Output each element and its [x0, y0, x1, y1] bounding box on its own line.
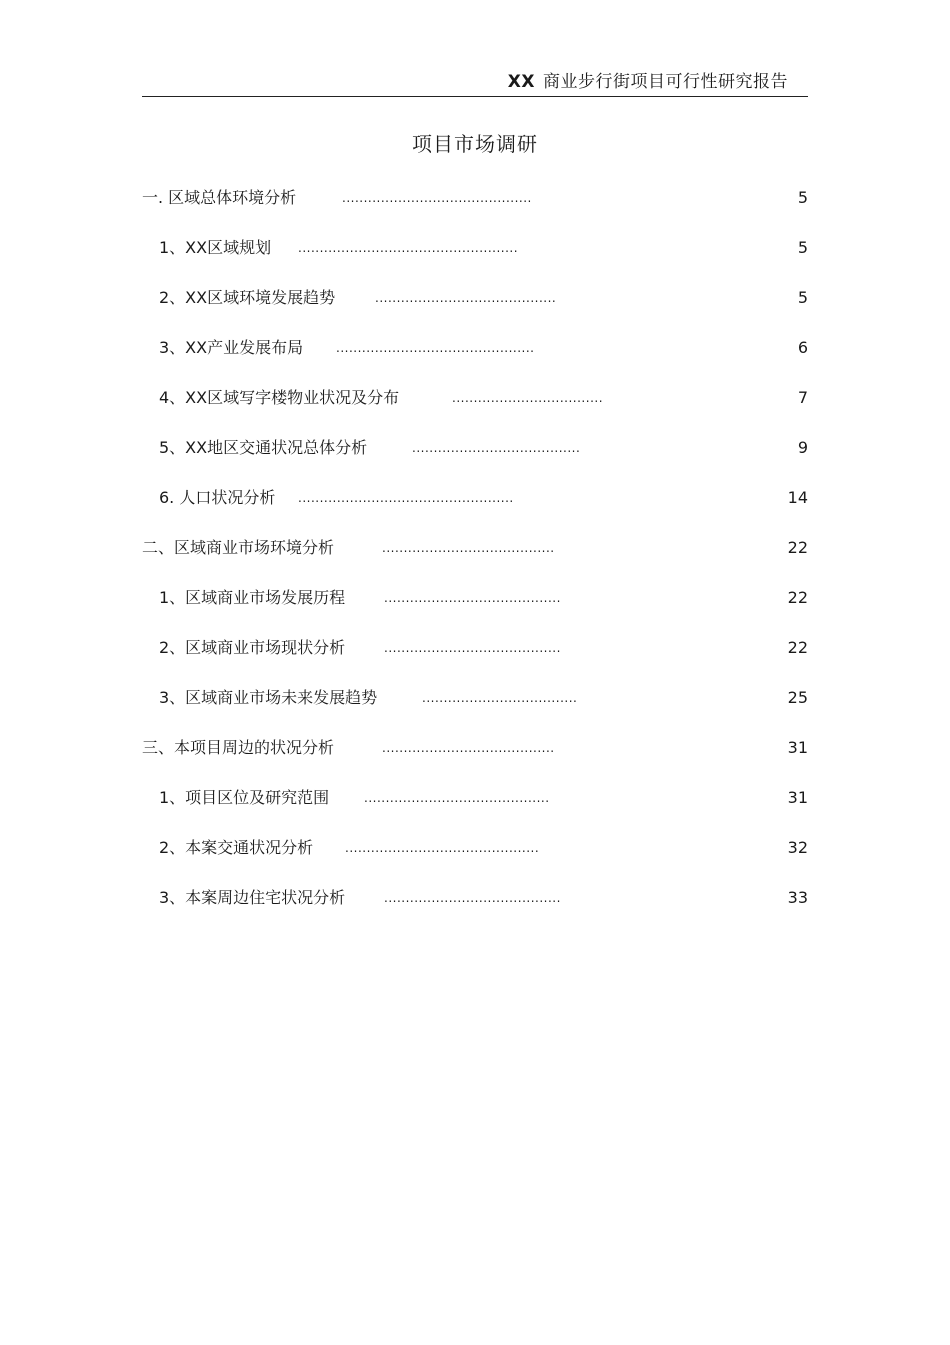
toc-dot-leader: ................................................... [298, 241, 519, 255]
toc-dot-leader: .................................... [422, 691, 578, 705]
toc-page-number: 31 [787, 788, 808, 807]
toc-entry[interactable] [142, 585, 808, 635]
toc-dot-leader: ......................................... [384, 891, 561, 905]
toc-dot-leader: ........................................... [364, 791, 550, 805]
toc-page-number: 31 [787, 738, 808, 757]
toc-entry[interactable] [142, 185, 808, 235]
toc-dot-leader: ....................................... [412, 441, 581, 455]
toc-entry[interactable] [142, 735, 808, 785]
toc-page-number: 33 [787, 888, 808, 907]
toc-entry-label: 2、XX区域环境发展趋势 [159, 288, 336, 307]
toc-page-number: 22 [787, 538, 808, 557]
toc-dot-leader: ............................................. [345, 841, 540, 855]
toc-page-number: 9 [797, 438, 808, 457]
page-header [142, 70, 808, 97]
toc-entry[interactable] [142, 235, 808, 285]
toc-entry[interactable] [142, 535, 808, 585]
toc-dot-leader: ......................................... [384, 641, 561, 655]
toc-page-number: 5 [797, 188, 808, 207]
toc-dot-leader: ........................................ [382, 541, 555, 555]
toc-entry-label: 三、本项目周边的状况分析 [142, 738, 335, 757]
toc-dot-leader: ......................................... [384, 591, 561, 605]
toc-page-number: 5 [797, 238, 808, 257]
toc-dot-leader: ................................... [452, 391, 604, 405]
header-title: 商业步行街项目可行性研究报告 [543, 72, 788, 92]
toc-entry[interactable] [142, 685, 808, 735]
toc-entry[interactable] [142, 485, 808, 535]
toc-entry-label: 3、本案周边住宅状况分析 [159, 888, 346, 907]
toc-entry-label: 2、本案交通状况分析 [159, 838, 314, 857]
header-prefix: XX [507, 72, 535, 92]
toc-entry[interactable] [142, 785, 808, 835]
document-title: 项目市场调研 [412, 132, 538, 156]
toc-entry[interactable] [142, 385, 808, 435]
toc-entry-label: 1、项目区位及研究范围 [159, 788, 330, 807]
toc-dot-leader: ............................................ [342, 191, 532, 205]
toc-entry-label: 1、XX区域规划 [159, 238, 272, 257]
toc-dot-leader: .......................................... [375, 291, 557, 305]
toc-page-number: 5 [797, 288, 808, 307]
toc-page-number: 25 [787, 688, 808, 707]
toc-entry-label: 6. 人口状况分析 [159, 488, 276, 507]
toc-entry-label: 二、区域商业市场环境分析 [142, 538, 335, 557]
toc-entry-label: 5、XX地区交通状况总体分析 [159, 438, 368, 457]
toc-entry[interactable] [142, 835, 808, 885]
toc-entry[interactable] [142, 885, 808, 935]
toc-entry-label: 1、区域商业市场发展历程 [159, 588, 346, 607]
toc-dot-leader: ........................................ [382, 741, 555, 755]
toc-page-number: 14 [787, 488, 808, 507]
toc-entry-label: 3、XX产业发展布局 [159, 338, 304, 357]
toc-page-number: 32 [787, 838, 808, 857]
toc-page-number: 22 [787, 588, 808, 607]
toc-entry-label: 2、区域商业市场现状分析 [159, 638, 346, 657]
toc-entry[interactable] [142, 335, 808, 385]
toc-dot-leader: .............................................. [336, 341, 535, 355]
toc-entry-label: 3、区域商业市场未来发展趋势 [159, 688, 378, 707]
toc-entry[interactable] [142, 285, 808, 335]
toc-page-number: 22 [787, 638, 808, 657]
table-of-contents [142, 185, 808, 935]
toc-page-number: 6 [797, 338, 808, 357]
toc-entry-label: 4、XX区域写字楼物业状况及分布 [159, 388, 400, 407]
toc-entry[interactable] [142, 435, 808, 485]
toc-dot-leader: .................................................. [298, 491, 514, 505]
toc-entry[interactable] [142, 635, 808, 685]
toc-entry-label: 一. 区域总体环境分析 [142, 188, 297, 207]
toc-page-number: 7 [797, 388, 808, 407]
